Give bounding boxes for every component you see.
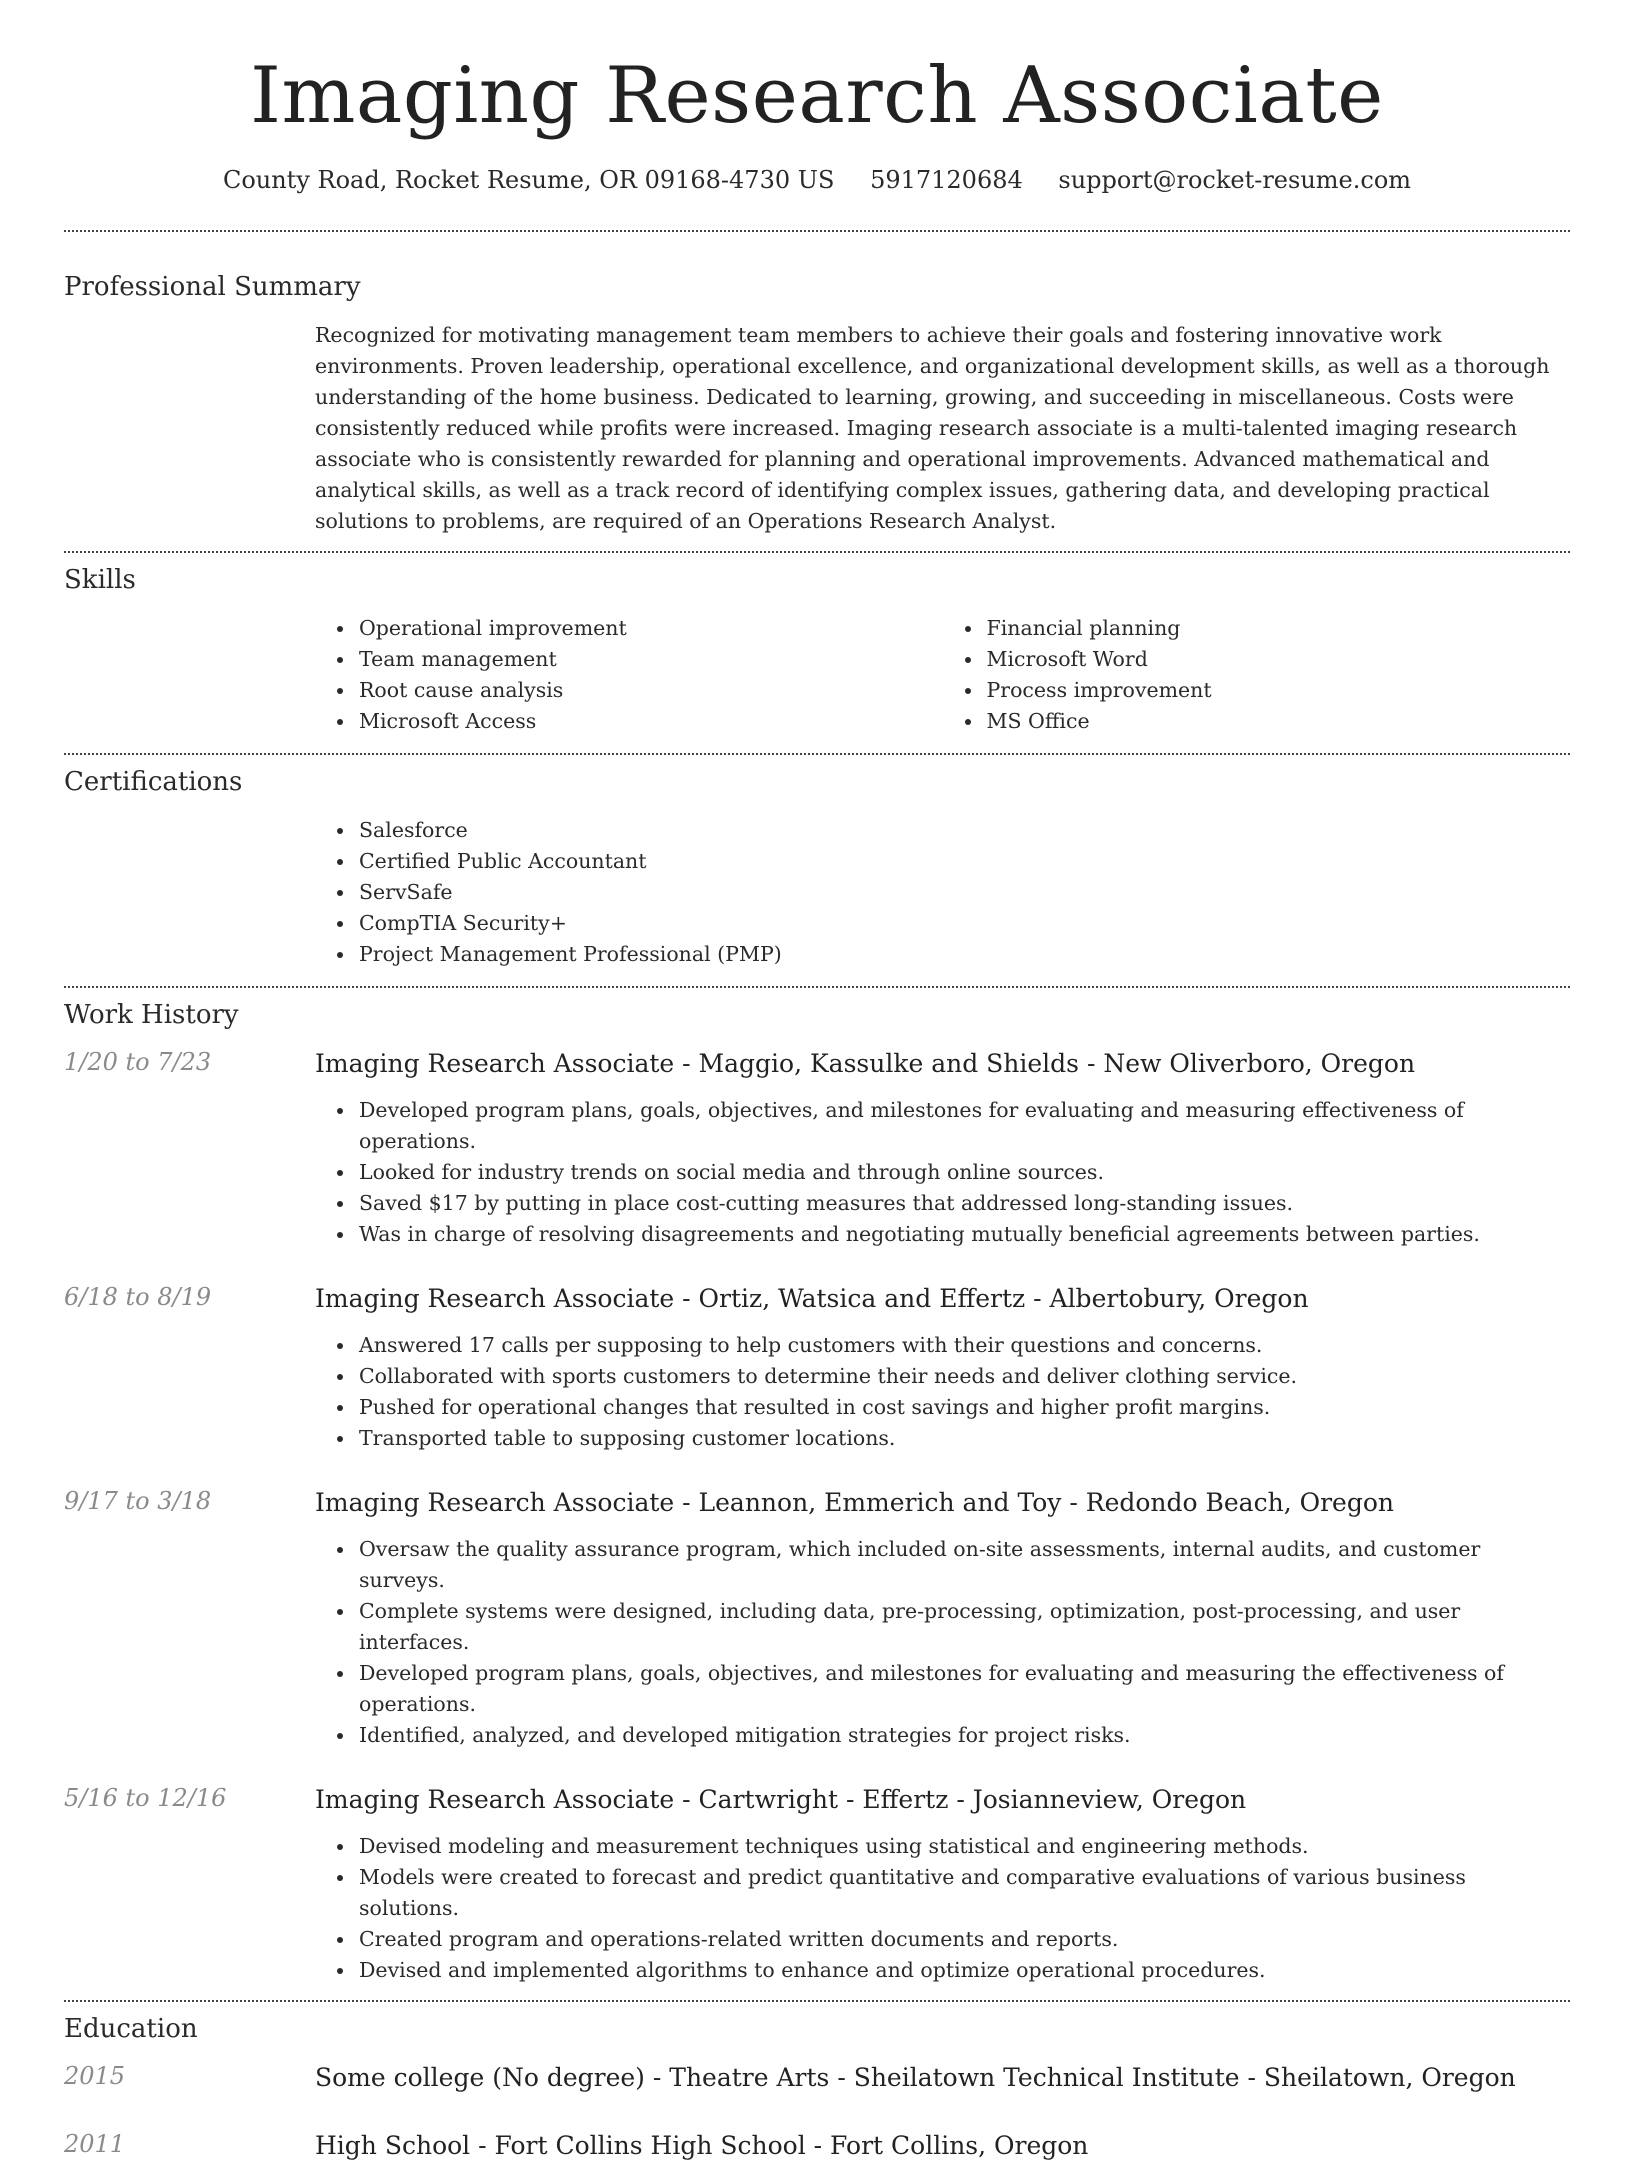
job-bullets — [315, 1330, 1570, 1454]
contact-address: County Road, Rocket Resume, OR 09168-4730 US — [222, 165, 835, 194]
education-text: High School - Fort Collins High School - Fort Collins, Oregon — [315, 2130, 1089, 2160]
skills-list-left — [315, 613, 943, 737]
skill-item: Process improvement — [987, 675, 1571, 706]
education-year: 2015 — [64, 2061, 126, 2090]
job-dates: 1/20 to 7/23 — [64, 1047, 212, 1076]
job-bullet: Pushed for operational changes that resulted in cost savings and higher profit margins. — [359, 1392, 1570, 1423]
job-bullet: Created program and operations-related written documents and reports. — [359, 1924, 1570, 1955]
certification-item: CompTIA Security+ — [359, 908, 1570, 939]
contact-email: support@rocket-resume.com — [1058, 165, 1412, 194]
work-history-section — [64, 988, 1570, 2000]
job-bullet: Identified, analyzed, and developed mitigation strategies for project risks. — [359, 1720, 1570, 1751]
job-bullet: Looked for industry trends on social media and through online sources. — [359, 1157, 1570, 1188]
skill-item: Team management — [359, 644, 943, 675]
job-bullet: Collaborated with sports customers to determine their needs and deliver clothing service. — [359, 1361, 1570, 1392]
job-title: Imaging Research Associate - Leannon, Emmerich and Toy - Redondo Beach, Oregon — [315, 1487, 1394, 1517]
job-bullet: Developed program plans, goals, objectives, and milestones for evaluating and measuring the effectiveness of operations. — [359, 1658, 1570, 1720]
job-bullets — [315, 1534, 1570, 1751]
education-entry — [64, 2062, 1570, 2094]
skills-grid — [315, 613, 1570, 753]
job-bullets — [315, 1095, 1570, 1250]
contact-line — [64, 166, 1570, 194]
job-entry — [64, 1048, 1570, 1250]
job-bullet: Transported table to supposing customer locations. — [359, 1423, 1570, 1454]
job-bullet: Developed program plans, goals, objectives, and milestones for evaluating and measuring effectiveness of operations. — [359, 1095, 1570, 1157]
certifications-body — [315, 815, 1570, 986]
summary-section — [64, 232, 1570, 551]
job-bullets — [315, 1831, 1570, 1986]
work-history-heading: Work History — [64, 999, 239, 1030]
job-bullets-wrap — [315, 1534, 1570, 1751]
job-bullet: Saved $17 by putting in place cost-cutting measures that addressed long-standing issues. — [359, 1188, 1570, 1219]
certification-item: Certified Public Accountant — [359, 846, 1570, 877]
skill-item: MS Office — [987, 706, 1571, 737]
education-heading: Education — [64, 2013, 198, 2044]
job-bullets-wrap — [315, 1095, 1570, 1250]
resume-name: Imaging Research Associate — [250, 51, 1384, 141]
job-title: Imaging Research Associate - Cartwright - Effertz - Josianneview, Oregon — [315, 1784, 1247, 1814]
job-bullet: Oversaw the quality assurance program, which included on-site assessments, internal audits, and customer surveys. — [359, 1534, 1570, 1596]
job-entry — [64, 1283, 1570, 1454]
skills-heading: Skills — [64, 564, 136, 595]
contact-phone: 5917120684 — [870, 165, 1023, 194]
job-bullet: Complete systems were designed, including data, pre-processing, optimization, post-processing, and user interfaces. — [359, 1596, 1570, 1658]
education-year: 2011 — [64, 2129, 126, 2158]
skill-item: Operational improvement — [359, 613, 943, 644]
resume-page — [64, 0, 1570, 2162]
skill-item: Financial planning — [987, 613, 1571, 644]
job-bullet: Models were created to forecast and predict quantitative and comparative evaluations of various business solutions. — [359, 1862, 1570, 1924]
job-entry — [64, 1784, 1570, 2000]
certifications-section — [64, 755, 1570, 986]
certifications-heading: Certifications — [64, 766, 243, 797]
certification-item: Salesforce — [359, 815, 1570, 846]
job-entry — [64, 1487, 1570, 1751]
job-dates: 5/16 to 12/16 — [64, 1783, 227, 1812]
job-title: Imaging Research Associate - Maggio, Kassulke and Shields - New Oliverboro, Oregon — [315, 1048, 1416, 1078]
job-dates: 6/18 to 8/19 — [64, 1282, 212, 1311]
job-title: Imaging Research Associate - Ortiz, Watsica and Effertz - Albertobury, Oregon — [315, 1283, 1309, 1313]
certifications-list — [315, 815, 1570, 970]
job-bullet: Answered 17 calls per supposing to help customers with their questions and concerns. — [359, 1330, 1570, 1361]
summary-heading: Professional Summary — [64, 271, 361, 302]
summary-text: Recognized for motivating management team members to achieve their goals and fostering innovative work environments. Proven leadership, operational excellence, and organizational development skills, as well as a thorough understanding of the home business. Dedicated to learning, growing, and succeeding in miscellaneous. Costs were consistently reduced while profits were increased. Imaging research associate is a multi-talented imaging research associate who is consistently rewarded for planning and operational improvements. Advanced mathematical and analytical skills, as well as a track record of identifying complex issues, gathering data, and developing practical solutions to problems, are required of an Operations Research Analyst. — [315, 322, 1550, 533]
skill-item: Microsoft Word — [987, 644, 1571, 675]
job-bullet: Was in charge of resolving disagreements and negotiating mutually beneficial agreements between parties. — [359, 1219, 1570, 1250]
job-bullets-wrap — [315, 1831, 1570, 1986]
certification-item: ServSafe — [359, 877, 1570, 908]
skills-section — [64, 553, 1570, 753]
education-section — [64, 2002, 1570, 2162]
job-bullet: Devised and implemented algorithms to enhance and optimize operational procedures. — [359, 1955, 1570, 1986]
education-text: Some college (No degree) - Theatre Arts - Sheilatown Technical Institute - Sheilatown, Oregon — [315, 2062, 1516, 2092]
certification-item: Project Management Professional (PMP) — [359, 939, 1570, 970]
skill-item: Root cause analysis — [359, 675, 943, 706]
skills-list-right — [943, 613, 1571, 737]
job-bullet: Devised modeling and measurement techniques using statistical and engineering methods. — [359, 1831, 1570, 1862]
job-dates: 9/17 to 3/18 — [64, 1486, 212, 1515]
skill-item: Microsoft Access — [359, 706, 943, 737]
job-bullets-wrap — [315, 1330, 1570, 1454]
education-entry — [64, 2130, 1570, 2162]
